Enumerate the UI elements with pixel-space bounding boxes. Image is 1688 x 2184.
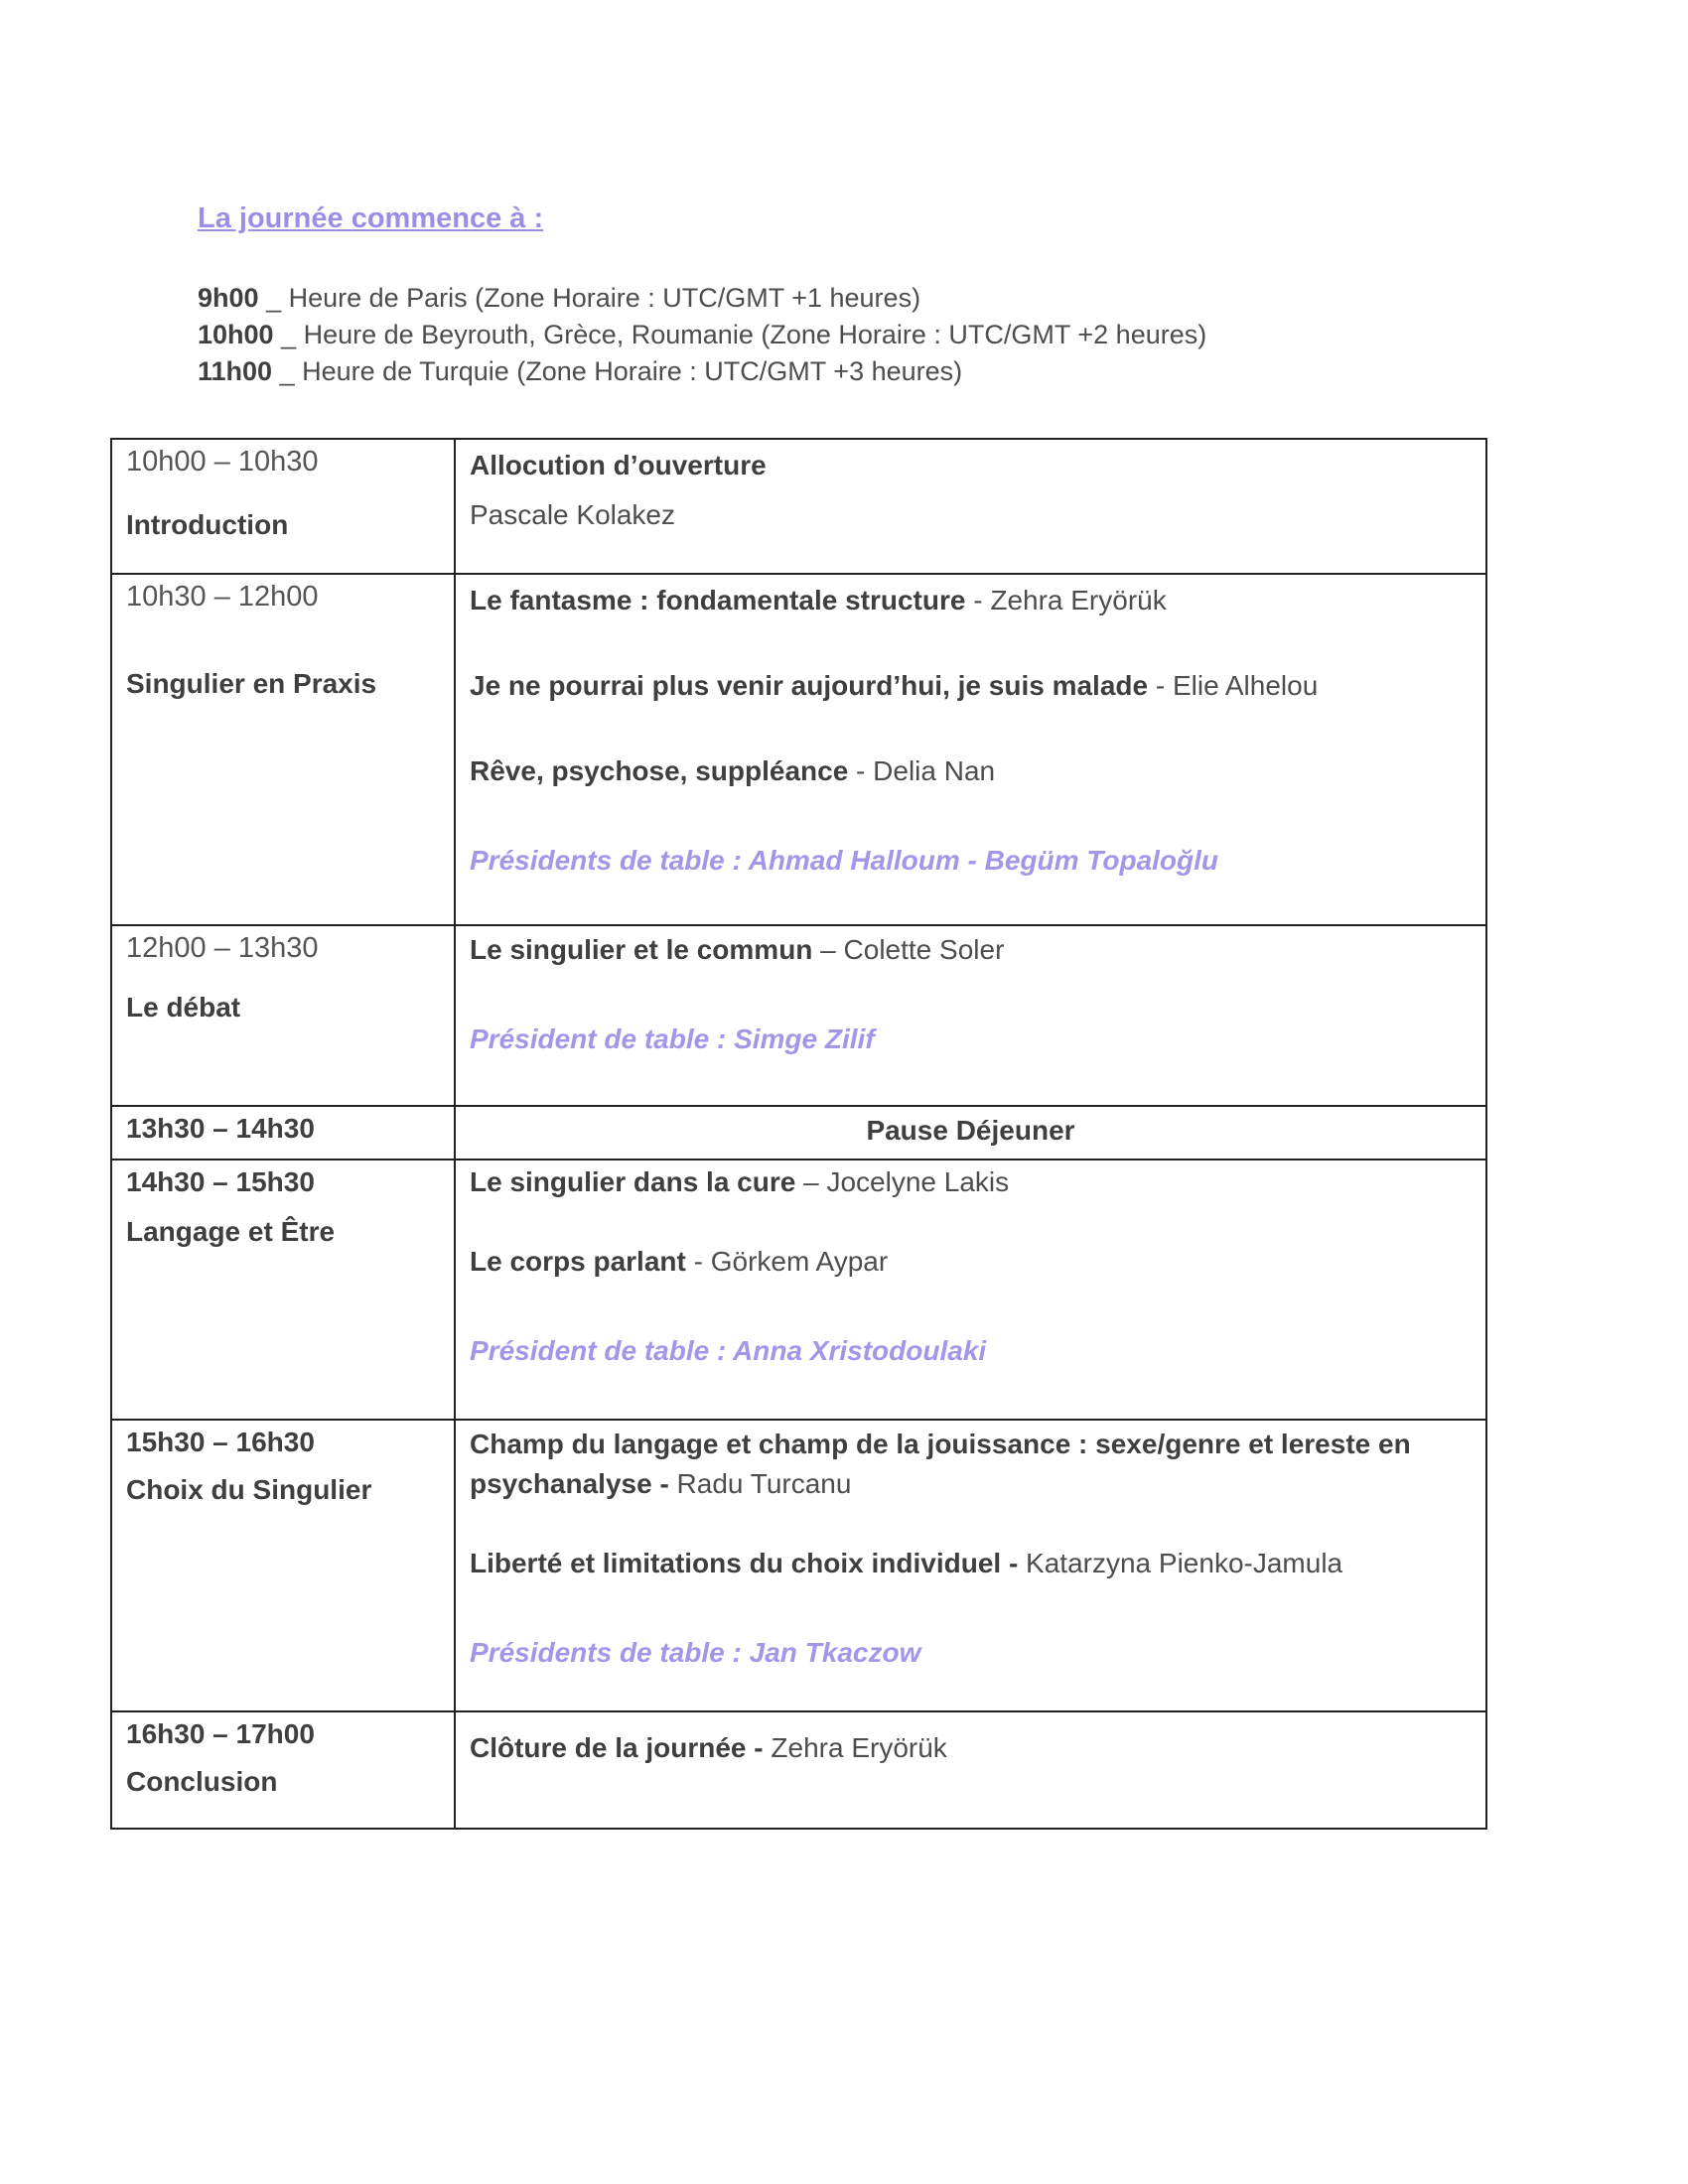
session-title: Singulier en Praxis [126, 668, 377, 699]
talk-item [470, 1728, 1472, 1768]
talk-speaker: Pascale Kolakez [470, 499, 676, 530]
chair-line: Président de table : Simge Zilif [470, 1024, 875, 1054]
talk-speaker: - Zehra Eryörük [965, 585, 1167, 615]
talk-title: Clôture de la journée - [470, 1732, 764, 1763]
talk-item [470, 930, 1472, 970]
talk-item [470, 446, 1472, 485]
talk-speaker: Katarzyna Pienko-Jamula [1018, 1548, 1343, 1578]
session-title: Langage et Être [126, 1216, 336, 1247]
session-time: 16h30 – 17h00 [126, 1718, 315, 1749]
talk-item [470, 1425, 1472, 1504]
timezone-line-beirut [198, 317, 1488, 353]
content-cell [455, 439, 1486, 574]
talk-title: Liberté et limitations du choix individuel - [470, 1548, 1019, 1578]
program-row [111, 1160, 1486, 1420]
session-time: 15h30 – 16h30 [126, 1427, 315, 1457]
session-time: 10h30 – 12h00 [126, 581, 319, 613]
talk-speaker: - Görkem Aypar [685, 1246, 889, 1277]
talk-title: Je ne pourrai plus venir aujourd’hui, je suis malade [470, 670, 1149, 701]
chair-line: Président de table : Anna Xristodoulaki [470, 1335, 987, 1366]
talk-title: Le fantasme : fondamentale structure [470, 585, 966, 615]
timezone-line-turkey [198, 353, 1488, 390]
talk-item [470, 666, 1472, 706]
session-title: Conclusion [126, 1766, 278, 1797]
session-time: 12h00 – 13h30 [126, 932, 319, 964]
timezone-line-paris [198, 280, 1488, 317]
talk-title: Rêve, psychose, suppléance [470, 755, 849, 786]
content-cell [455, 1420, 1486, 1711]
content-cell [455, 574, 1486, 925]
content-cell [455, 1106, 1486, 1160]
intro-block [198, 201, 1488, 390]
program-row-break [111, 1106, 1486, 1160]
talk-title: Le singulier et le commun [470, 934, 813, 965]
time-cell [111, 1711, 455, 1829]
program-row [111, 1420, 1486, 1711]
time-cell [111, 1160, 455, 1420]
talk-speaker: – Colette Soler [812, 934, 1005, 965]
talk-item [470, 751, 1472, 791]
timezone-text: _ Heure de Turquie (Zone Horaire : UTC/GMT +3 heures) [279, 356, 963, 386]
program-table [110, 438, 1487, 1830]
talk-item [470, 1544, 1472, 1583]
timezone-time: 9h00 [198, 283, 259, 313]
talk-speaker: – Jocelyne Lakis [795, 1166, 1010, 1197]
session-time: 10h00 – 10h30 [126, 446, 319, 478]
session-title: Le débat [126, 992, 241, 1023]
time-cell [111, 439, 455, 574]
talk-speaker: - Delia Nan [848, 755, 996, 786]
chair-line: Présidents de table : Ahmad Halloum - Begüm Topaloğlu [470, 845, 1219, 876]
talk-item [470, 1242, 1472, 1282]
session-time: 14h30 – 15h30 [126, 1166, 315, 1197]
content-cell [455, 1711, 1486, 1829]
time-cell [111, 1106, 455, 1160]
session-title: Introduction [126, 509, 289, 540]
content-cell [455, 1160, 1486, 1420]
content-cell [455, 925, 1486, 1106]
talk-title: Le corps parlant [470, 1246, 686, 1277]
timezone-text: _ Heure de Beyrouth, Grèce, Roumanie (Zone Horaire : UTC/GMT +2 heures) [281, 320, 1207, 349]
program-row [111, 925, 1486, 1106]
program-row [111, 1711, 1486, 1829]
program-row [111, 574, 1486, 925]
timezone-text: _ Heure de Paris (Zone Horaire : UTC/GMT +1 heures) [266, 283, 921, 313]
talk-title: Allocution d’ouverture [470, 450, 767, 480]
talk-speaker: - Elie Alhelou [1148, 670, 1319, 701]
intro-title: La journée commence à : [198, 203, 544, 234]
timezone-time: 10h00 [198, 320, 274, 349]
program-row [111, 439, 1486, 574]
talk-title: Le singulier dans la cure [470, 1166, 796, 1197]
time-cell [111, 1420, 455, 1711]
session-time: 13h30 – 14h30 [126, 1113, 315, 1144]
time-cell [111, 925, 455, 1106]
lunch-break-label: Pause Déjeuner [866, 1115, 1075, 1146]
time-cell [111, 574, 455, 925]
session-title: Choix du Singulier [126, 1474, 372, 1505]
timezone-time: 11h00 [198, 356, 273, 386]
chair-line: Présidents de table : Jan Tkaczow [470, 1637, 921, 1668]
talk-title: Champ du langage et champ de la jouissance : sexe/genre et lereste en psychanalyse - [470, 1429, 1411, 1499]
talk-speaker: Radu Turcanu [668, 1468, 852, 1499]
talk-item [470, 581, 1472, 620]
talk-item [470, 1162, 1472, 1202]
talk-speaker: Zehra Eryörük [763, 1732, 947, 1763]
talk-item [470, 495, 1472, 535]
